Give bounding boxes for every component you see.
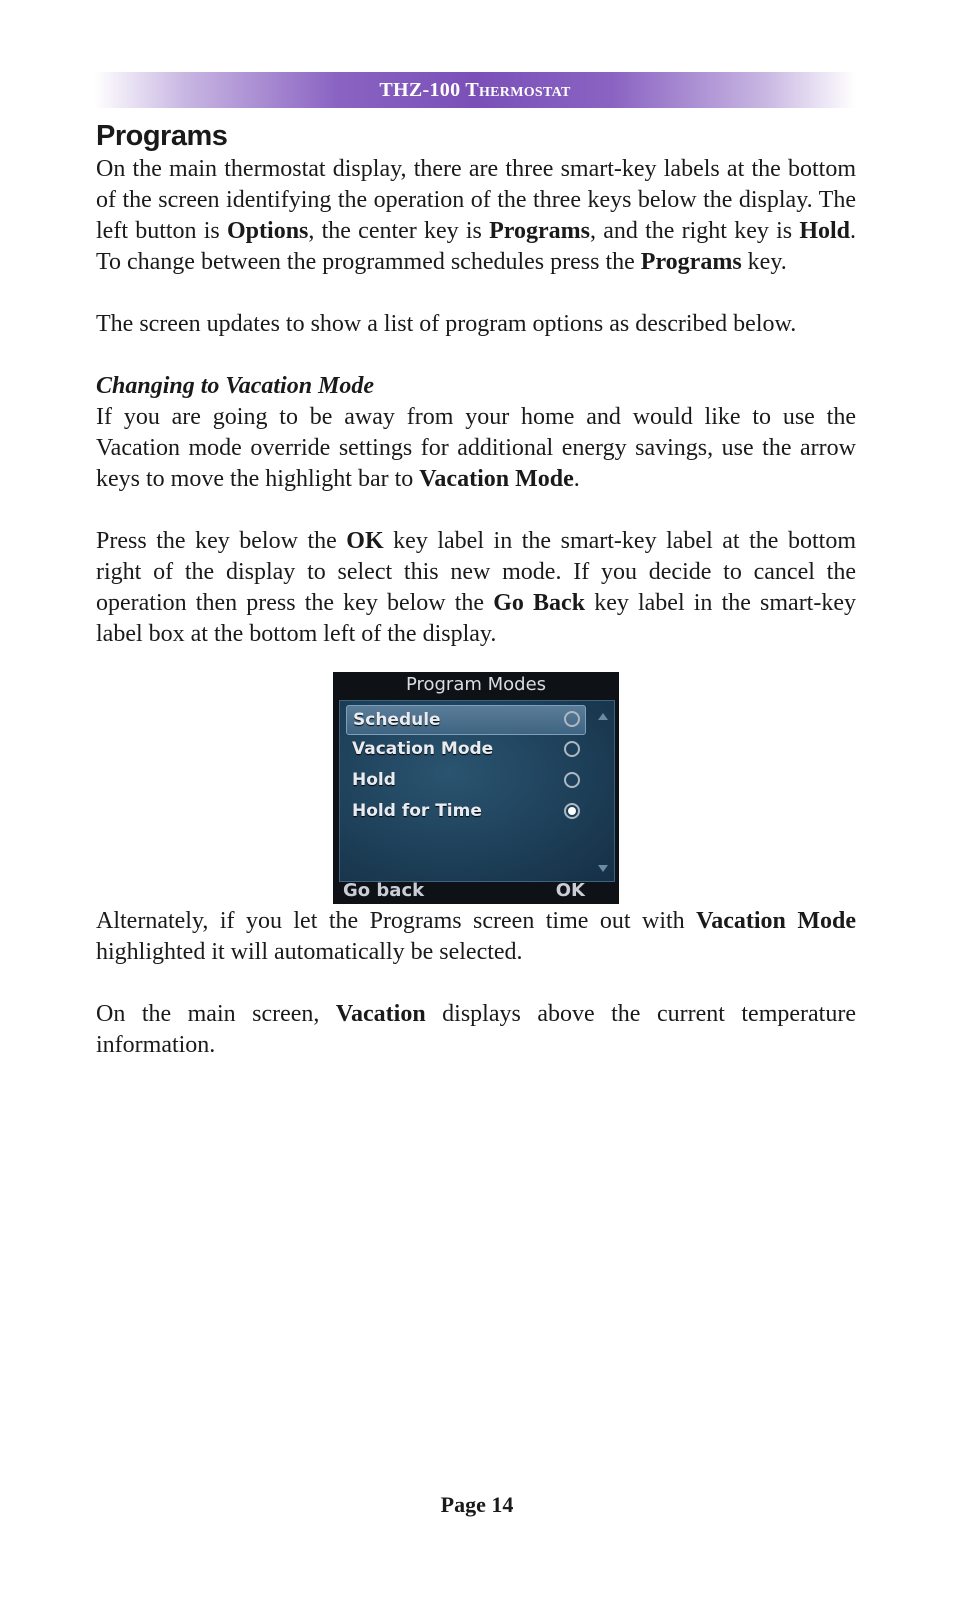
option-label: Hold [352,770,396,790]
thermostat-screen [333,672,619,904]
scroll-up-icon[interactable] [598,713,608,720]
text-run: highlighted it will automatically be selected. [96,939,523,965]
text-run: On the main thermostat display, there are three smart-key labels at the bottom of the screen identifying the operation of the three keys below the display. The left button is [96,156,856,244]
bold-vacation-mode: Vacation Mode [419,466,574,492]
text-run: Press the key below the [96,528,347,554]
bold-options: Options [227,218,309,244]
text-run: , and the right key is [590,218,800,244]
bold-vacation-mode: Vacation Mode [696,908,856,934]
paragraph-vacation [96,402,856,495]
bold-programs: Programs [640,249,742,275]
option-label: Vacation Mode [352,739,494,759]
bold-go-back: Go Back [493,590,586,616]
text-run: . [573,466,580,492]
screenshot-figure [96,672,856,904]
radio-selected-icon [564,803,580,819]
option-label: Hold for Time [352,801,482,821]
screen-title: Program Modes [405,674,547,695]
page-number: Page 14 [440,1492,514,1517]
subhead-vacation-mode: Changing to Vacation Mode [96,373,375,399]
text-run: key label in the smart-key label box at the bottom left of the display. [96,590,856,647]
text-run: key. [741,249,787,275]
radio-icon [564,772,580,788]
paragraph-screen-updates: The screen updates to show a list of program options as described below. [96,311,797,337]
bold-hold: Hold [799,218,851,244]
header-title: THZ-100 Thermostat [379,78,571,101]
option-label: Schedule [353,710,441,730]
section-title: Programs [96,120,228,152]
paragraph-intro [96,154,856,278]
option-hold[interactable] [346,766,584,794]
radio-icon [564,711,580,727]
bold-vacation: Vacation [335,1001,426,1027]
bold-ok: OK [346,528,384,554]
scroll-down-icon[interactable] [598,865,608,872]
paragraph-main-screen [96,999,856,1061]
page-content [96,118,856,1061]
text-run: key label in the smart-key label at the bottom right of the display to select this new mode. If you decide to cancel the operation then press the key below the [96,528,856,616]
text-run: If you are going to be away from your home and would like to use the Vacation mode override settings for additional energy savings, use the arrow keys to move the highlight bar to [96,404,856,492]
softkey-go-back[interactable]: Go back [343,880,425,901]
option-hold-for-time[interactable] [346,797,584,825]
radio-icon [564,741,580,757]
text-run: On the main screen, [96,1001,336,1027]
text-run: . To change between the programmed schedules press the [96,218,857,275]
bold-programs: Programs [489,218,590,244]
text-run: Alternately, if you let the Programs screen time out with [96,908,697,934]
option-vacation-mode[interactable] [346,735,584,763]
text-run: displays above the current temperature information. [96,1001,856,1058]
paragraph-timeout [96,906,856,968]
softkey-ok[interactable]: OK [555,880,585,901]
paragraph-ok-goback [96,526,856,650]
program-list-panel [339,700,615,882]
header-bar [94,72,856,108]
option-schedule[interactable] [346,705,586,735]
text-run: , the center key is [308,218,490,244]
